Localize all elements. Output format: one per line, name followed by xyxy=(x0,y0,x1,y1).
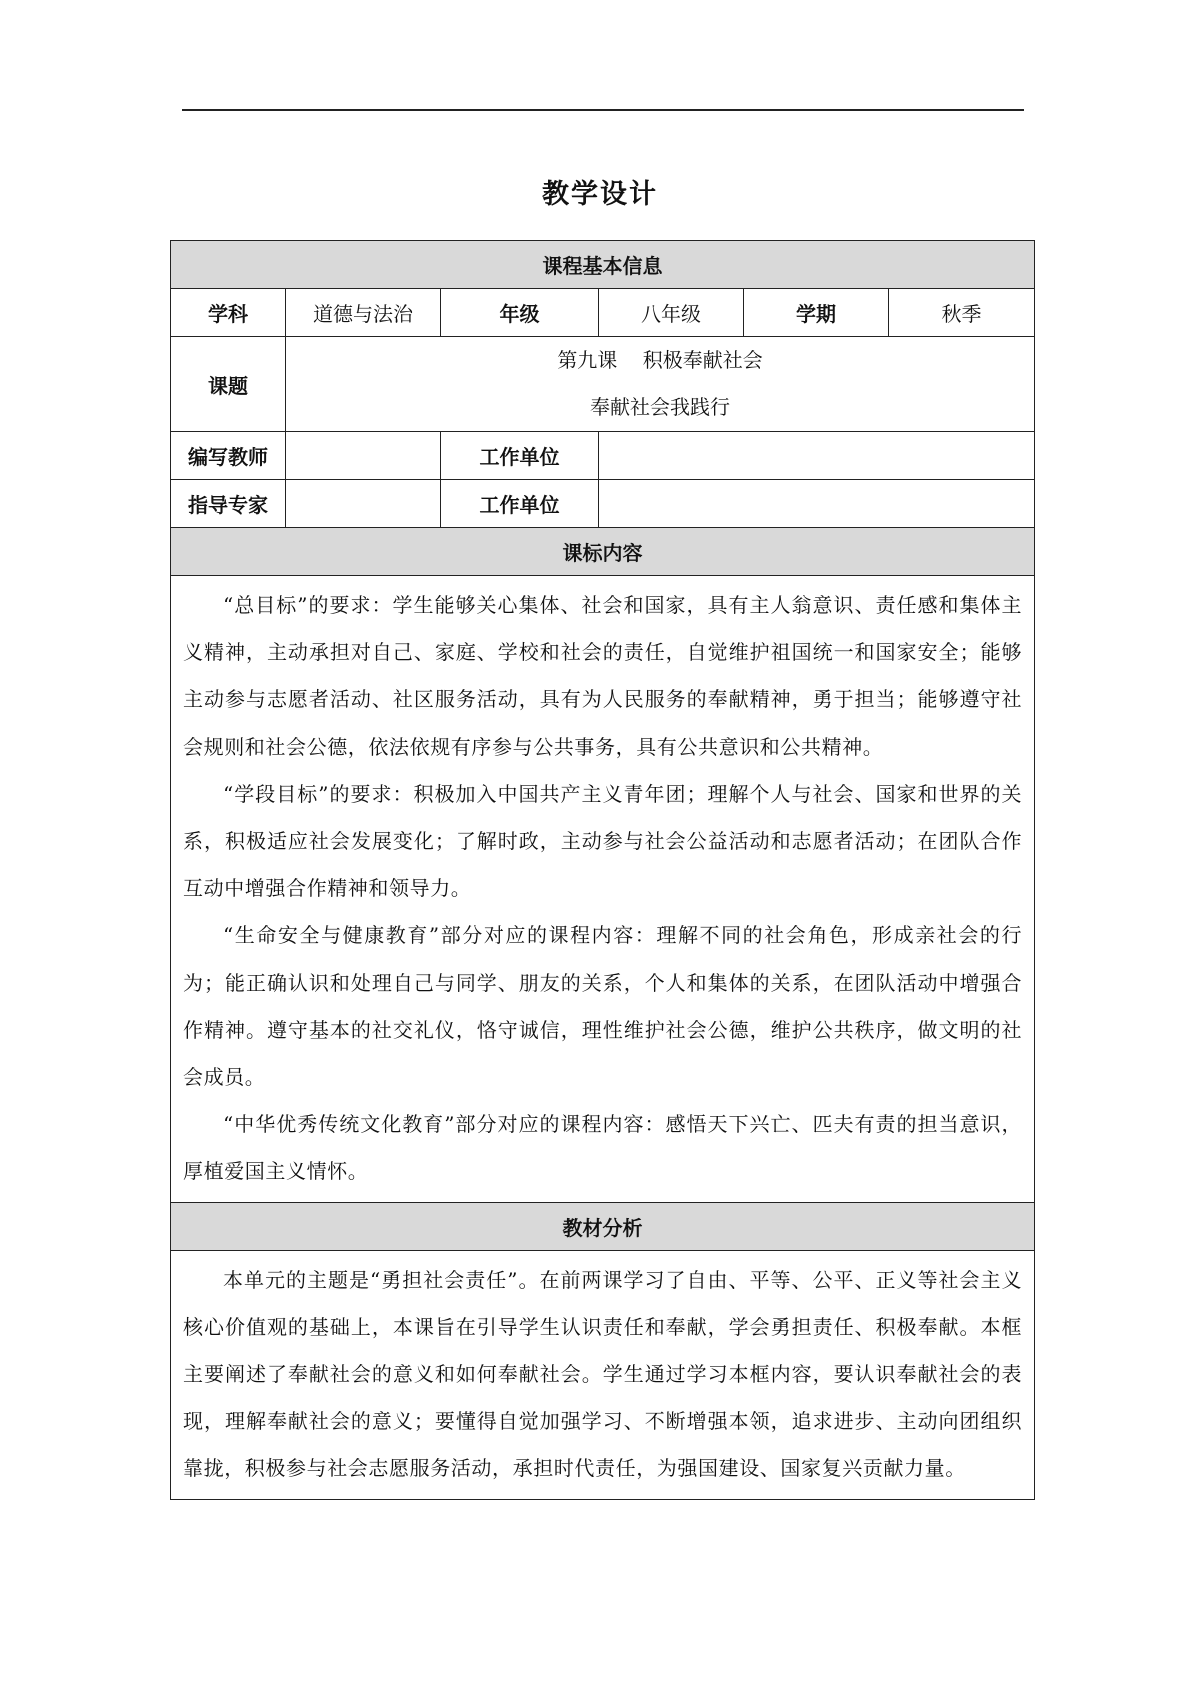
header-rule xyxy=(182,109,1024,111)
teacher-unit-value xyxy=(599,432,1035,480)
subject-value: 道德与法治 xyxy=(286,289,441,337)
standards-paragraph-safety-health: “生命安全与健康教育”部分对应的课程内容：理解不同的社会角色，形成亲社会的行为；能正确认识和处理自己与同学、朋友的关系，个人和集体的关系，在团队活动中增强合作精神。遵守基本的社交礼仪，恪守诚信，理性维护社会公德，维护公共秩序，做文明的社会成员。 xyxy=(183,923,1023,1090)
expert-unit-label: 工作单位 xyxy=(441,480,599,528)
expert-value xyxy=(286,480,441,528)
term-label: 学期 xyxy=(744,289,889,337)
grade-value: 八年级 xyxy=(599,289,744,337)
document-title: 教学设计 xyxy=(542,179,658,210)
section-header-standards: 课标内容 xyxy=(171,528,1035,576)
standards-paragraph-overall-goal: “总目标”的要求：学生能够关心集体、社会和国家，具有主人翁意识、责任感和集体主义精神，主动承担对自己、家庭、学校和社会的责任，自觉维护祖国统一和国家安全；能够主动参与志愿者活动、社区服务活动，具有为人民服务的奉献精神，勇于担当；能够遵守社会规则和社会公德，依法依规有序参与公共事务，具有公共意识和公共精神。 xyxy=(183,593,1023,759)
grade-label: 年级 xyxy=(441,289,599,337)
textbook-analysis-paragraph: 本单元的主题是“勇担社会责任”。在前两课学习了自由、平等、公平、正义等社会主义核心价值观的基础上，本课旨在引导学生认识责任和奉献，学会勇担责任、积极奉献。本框主要阐述了奉献社会的意义和如何奉献社会。学生通过学习本框内容，要认识奉献社会的表现，理解奉献社会的意义；要懂得自觉加强学习、不断增强本领，追求进步、主动向团组织靠拢，积极参与社会志愿服务活动，承担时代责任，为强国建设、国家复兴贡献力量。 xyxy=(183,1267,1023,1481)
teacher-value xyxy=(286,432,441,480)
standards-content xyxy=(171,576,1035,1203)
expert-label: 指导专家 xyxy=(171,480,286,528)
lesson-title: 第九课 积极奉献社会 xyxy=(557,348,763,372)
standards-paragraph-stage-goal: “学段目标”的要求：积极加入中国共产主义青年团；理解个人与社会、国家和世界的关系，积极适应社会发展变化；了解时政，主动参与社会公益活动和志愿者活动；在团队合作互动中增强合作精神和领导力。 xyxy=(183,781,1023,901)
standards-paragraph-traditional-culture: “中华优秀传统文化教育”部分对应的课程内容：感悟天下兴亡、匹夫有责的担当意识，厚植爱国主义情怀。 xyxy=(183,1112,1023,1184)
expert-unit-value xyxy=(599,480,1035,528)
teacher-label: 编写教师 xyxy=(171,432,286,480)
teacher-unit-label: 工作单位 xyxy=(441,432,599,480)
frame-title: 奉献社会我践行 xyxy=(590,395,731,419)
subject-label: 学科 xyxy=(171,289,286,337)
section-header-textbook-analysis: 教材分析 xyxy=(171,1202,1035,1250)
topic-value xyxy=(286,337,1035,432)
lesson-design-table xyxy=(170,240,1035,1500)
textbook-analysis-content xyxy=(171,1250,1035,1499)
term-value: 秋季 xyxy=(889,289,1035,337)
section-header-basic-info: 课程基本信息 xyxy=(171,241,1035,289)
topic-label: 课题 xyxy=(171,337,286,432)
